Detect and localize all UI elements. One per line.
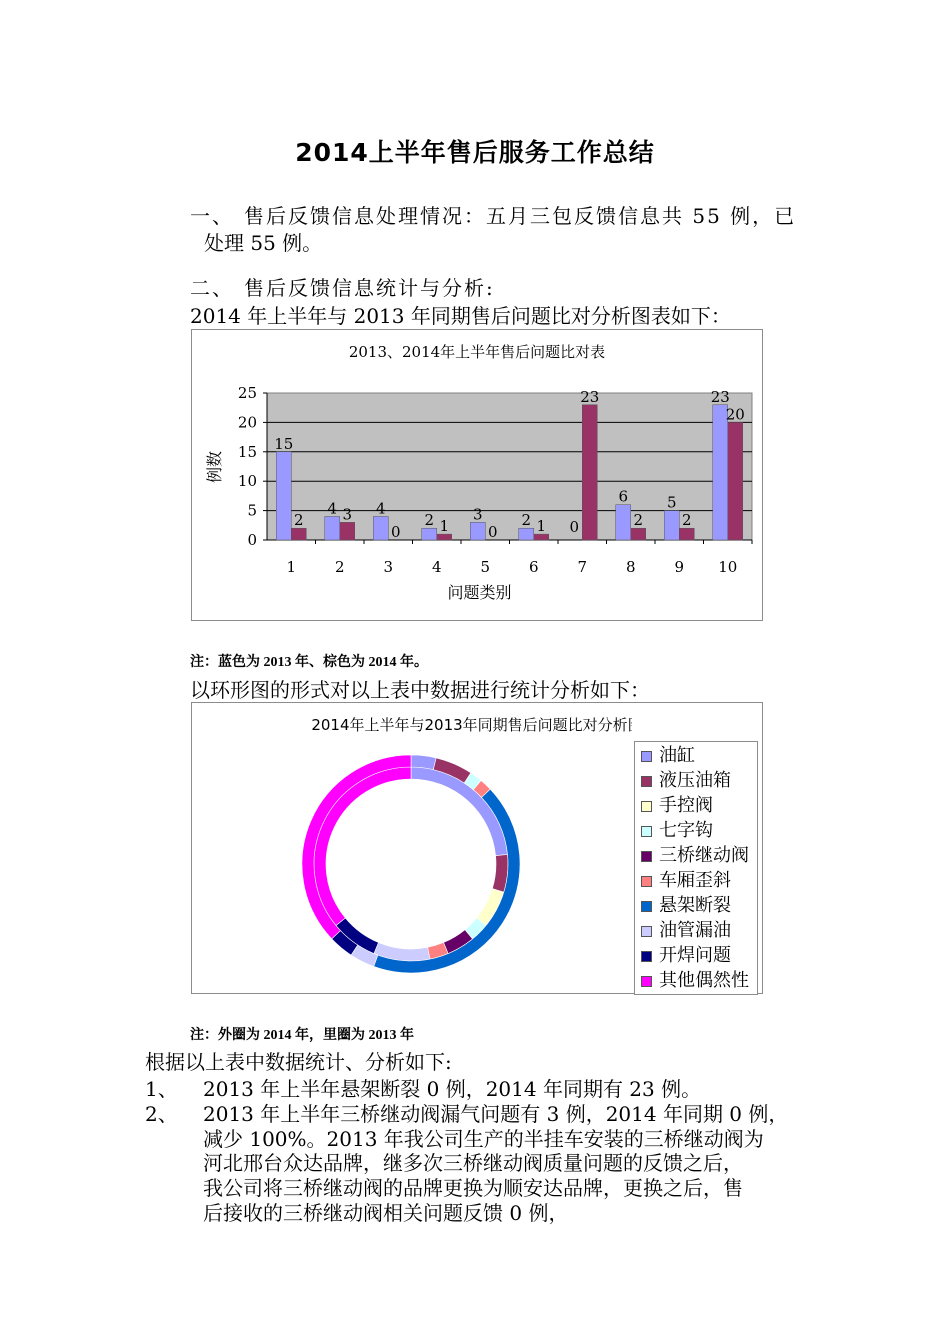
data-label: 4 <box>327 499 338 518</box>
data-label: 23 <box>580 387 600 406</box>
bar-2014 <box>728 422 743 540</box>
item-2-number: 2、 <box>145 1102 178 1126</box>
legend-item <box>641 870 731 892</box>
section2-number: 二、 <box>190 276 234 300</box>
data-label: 6 <box>618 487 629 506</box>
y-axis-title: 例数 <box>205 450 224 484</box>
chart-title: 2014年上半年与2013年同期售后问题比对分析图 <box>311 716 632 734</box>
bar-2013 <box>373 516 388 540</box>
bar-2013 <box>325 516 340 540</box>
data-label: 3 <box>472 505 483 524</box>
data-label: 1 <box>536 517 547 536</box>
bar-2013 <box>616 505 631 540</box>
y-tick-label: 20 <box>237 413 257 432</box>
item-2-line: 2013 年上半年三桥继动阀漏气问题有 3 例，2014 年同期 0 例， <box>203 1102 789 1126</box>
legend-item <box>641 970 749 992</box>
data-label: 2 <box>424 511 435 530</box>
x-tick-label: 5 <box>480 558 491 576</box>
x-tick-label: 6 <box>528 558 539 576</box>
legend-swatch <box>641 876 652 887</box>
legend-swatch <box>641 951 652 962</box>
legend-label: 油管漏油 <box>659 920 731 941</box>
legend-label: 液压油箱 <box>659 770 731 791</box>
legend-swatch <box>641 826 652 837</box>
y-tick-label: 15 <box>237 442 257 461</box>
page-title: 2014上半年售后服务工作总结 <box>295 138 655 167</box>
ring-chart <box>192 703 632 993</box>
legend-item <box>641 745 695 767</box>
ring-2013-segment <box>314 767 411 926</box>
bar-2013 <box>664 511 679 540</box>
summary-intro: 根据以上表中数据统计、分析如下: <box>145 1050 452 1074</box>
x-tick-label: 1 <box>286 558 297 576</box>
bar-2013 <box>713 405 728 540</box>
legend-swatch <box>641 751 652 762</box>
data-label: 23 <box>710 387 730 406</box>
bar-chart-note: 注：蓝色为 2013 年、棕色为 2014 年。 <box>190 655 428 670</box>
x-tick-label: 9 <box>674 558 685 576</box>
legend-swatch <box>641 976 652 987</box>
data-label: 0 <box>487 523 498 541</box>
data-label: 5 <box>666 493 677 512</box>
item-2-line: 后接收的三桥继动阀相关问题反馈 0 例， <box>203 1201 569 1225</box>
x-tick-label: 4 <box>431 558 442 576</box>
y-tick-label: 5 <box>247 501 257 520</box>
bar-2014 <box>582 405 597 540</box>
legend-item <box>641 845 749 867</box>
section2-text: 售后反馈信息统计与分析: <box>244 276 495 300</box>
data-label: 3 <box>342 505 353 524</box>
data-label: 2 <box>521 511 532 530</box>
legend-swatch <box>641 776 652 787</box>
y-tick-label: 0 <box>247 531 257 549</box>
legend-item <box>641 795 713 817</box>
data-label: 2 <box>293 511 304 530</box>
data-label: 0 <box>390 523 401 541</box>
y-tick-label: 10 <box>237 472 257 491</box>
item-1-number: 1、 <box>145 1077 178 1101</box>
legend-item <box>641 920 731 942</box>
data-label: 15 <box>274 434 294 453</box>
legend-item <box>641 945 731 967</box>
legend-swatch <box>641 801 652 812</box>
ring-chart-note: 注：外圈为 2014 年，里圈为 2013 年 <box>190 1028 414 1043</box>
legend-label: 悬架断裂 <box>659 895 731 916</box>
data-label: 2 <box>681 511 692 530</box>
legend-item <box>641 895 731 917</box>
legend-label: 油缸 <box>659 745 695 766</box>
x-axis-title: 问题类别 <box>447 583 512 602</box>
legend-swatch <box>641 901 652 912</box>
bar-2014 <box>340 522 355 540</box>
x-tick-label: 7 <box>577 558 588 576</box>
legend-item <box>641 820 713 842</box>
section1-text: 售后反馈信息处理情况：五月三包反馈信息共 55 例，已 <box>244 204 797 228</box>
item-2-line: 我公司将三桥继动阀的品牌更换为顺安达品牌，更换之后，售 <box>203 1176 743 1200</box>
legend-swatch <box>641 851 652 862</box>
x-tick-label: 3 <box>383 558 394 576</box>
bar-chart-intro: 2014 年上半年与 2013 年同期售后问题比对分析图表如下： <box>190 304 731 328</box>
legend-item <box>641 770 731 792</box>
legend-label: 七字钩 <box>659 820 713 841</box>
x-tick-label: 10 <box>718 558 738 576</box>
item-1-line: 2013 年上半年悬架断裂 0 例，2014 年同期有 23 例。 <box>203 1077 702 1101</box>
chart-title: 2013、2014年上半年售后问题比对表 <box>348 343 606 361</box>
bar-2013 <box>276 452 291 540</box>
legend-label: 手控阀 <box>659 795 713 816</box>
data-label: 0 <box>569 518 580 536</box>
legend-label: 其他偶然性 <box>659 970 749 991</box>
data-label: 4 <box>375 499 386 518</box>
x-tick-label: 8 <box>625 558 636 576</box>
ring-chart-legend <box>634 741 758 995</box>
bar-2013 <box>519 528 534 540</box>
item-2-line: 河北邢台众达品牌，继多次三桥继动阀质量问题的反馈之后， <box>203 1151 743 1175</box>
legend-swatch <box>641 926 652 937</box>
item-2-line: 减少 100%。2013 年我公司生产的半挂车安装的三桥继动阀为 <box>203 1127 764 1151</box>
data-label: 2 <box>633 511 644 530</box>
ring-chart-container <box>191 702 763 994</box>
bar-2014 <box>679 528 694 540</box>
bar-2013 <box>422 528 437 540</box>
legend-label: 开焊问题 <box>659 945 731 966</box>
bar-2013 <box>470 522 485 540</box>
legend-label: 车厢歪斜 <box>659 870 731 891</box>
ring-chart-intro: 以环形图的形式对以上表中数据进行统计分析如下： <box>190 678 650 702</box>
y-tick-label: 25 <box>237 384 257 402</box>
bar-chart-container <box>191 329 763 621</box>
data-label: 20 <box>725 405 745 424</box>
bar-chart <box>192 330 762 620</box>
bar-2014 <box>291 528 306 540</box>
bar-2014 <box>631 528 646 540</box>
x-tick-label: 2 <box>334 558 345 576</box>
legend-label: 三桥继动阀 <box>659 845 749 866</box>
section1-number: 一、 <box>190 204 234 228</box>
data-label: 1 <box>439 517 450 536</box>
section1-continuation: 处理 55 例。 <box>204 231 323 255</box>
